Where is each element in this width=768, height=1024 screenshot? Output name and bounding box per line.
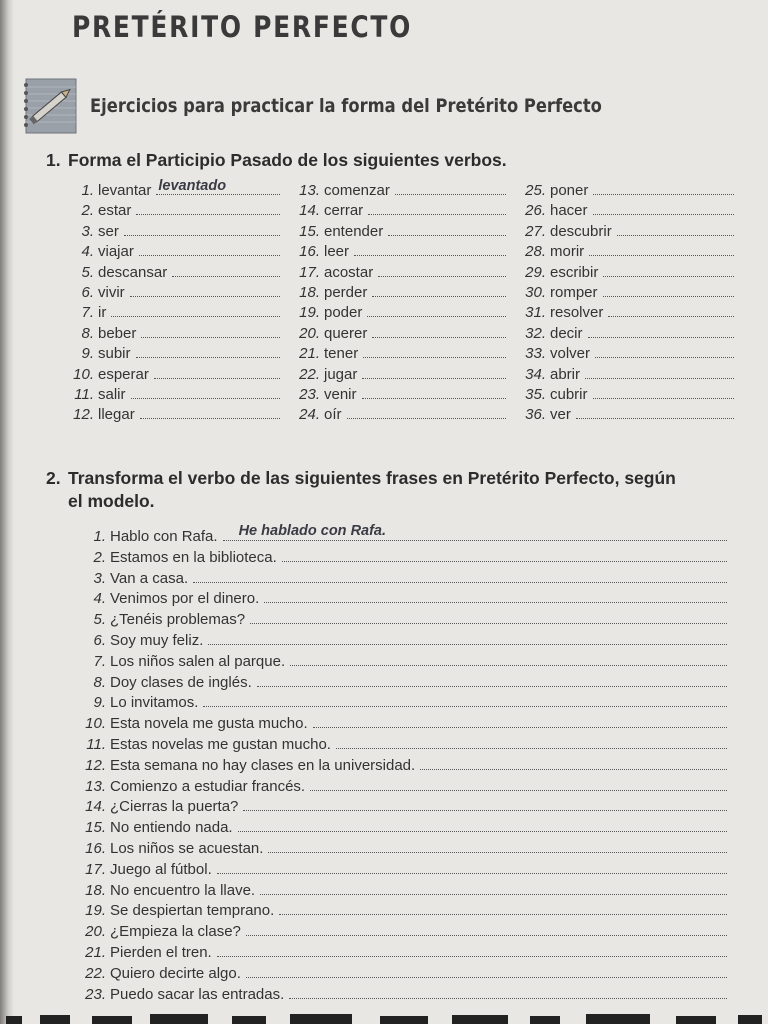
verb-infinitive: estar [98, 202, 132, 220]
verb-item [514, 405, 734, 425]
verb-number: 23. [299, 385, 320, 403]
verb-number: 2. [81, 202, 94, 220]
verb-number: 3. [81, 222, 94, 240]
answer-blank[interactable] [589, 255, 734, 256]
verb-item [288, 365, 506, 385]
sentence-number: 9. [93, 694, 106, 712]
sentence-item [60, 569, 727, 590]
verb-item [62, 303, 280, 323]
sentence-number: 4. [93, 590, 106, 608]
sentence-item [60, 881, 727, 902]
verb-infinitive: cerrar [324, 202, 364, 220]
sentence-text: ¿Cierras la puerta? [110, 798, 239, 816]
answer-blank[interactable] [141, 337, 280, 338]
verb-infinitive: poder [324, 304, 363, 322]
verb-infinitive: cubrir [550, 385, 588, 403]
verb-item [514, 283, 734, 303]
verb-item [62, 263, 280, 283]
sentence-text: Quiero decirte algo. [110, 964, 241, 982]
verb-number: 27. [525, 222, 546, 240]
answer-blank[interactable] [372, 296, 506, 297]
verb-item [62, 385, 280, 405]
verb-infinitive: subir [98, 345, 131, 363]
verb-number: 11. [74, 385, 94, 403]
answer-blank[interactable] [268, 852, 727, 853]
sentence-text: Se despiertan temprano. [110, 902, 275, 920]
verb-infinitive: descubrir [550, 222, 612, 240]
sentence-item [60, 797, 727, 818]
answer-blank[interactable] [208, 644, 727, 645]
answer-blank[interactable] [310, 790, 727, 791]
verb-infinitive: hacer [550, 202, 588, 220]
sentence-text: Estamos en la biblioteca. [110, 548, 277, 566]
answer-blank[interactable] [585, 378, 734, 379]
answer-blank[interactable] [595, 357, 734, 358]
verb-number: 35. [525, 385, 546, 403]
sentence-item [60, 631, 727, 652]
sentence-number: 10. [85, 715, 106, 733]
sentence-number: 13. [85, 777, 106, 795]
verb-number: 33. [525, 345, 546, 363]
answer-blank[interactable] [217, 956, 727, 957]
sentence-item [60, 901, 727, 922]
answer-blank[interactable] [593, 398, 734, 399]
verb-item [288, 344, 506, 364]
sentence-number: 11. [86, 735, 106, 753]
answer-blank[interactable] [420, 769, 727, 770]
answer-blank[interactable] [603, 276, 734, 277]
verb-item [514, 222, 734, 242]
verb-infinitive: abrir [550, 365, 581, 383]
verb-infinitive: salir [98, 385, 126, 403]
verb-number: 20. [299, 324, 320, 342]
verb-item [288, 324, 506, 344]
answer-blank[interactable] [593, 194, 734, 195]
answer-blank[interactable] [313, 727, 727, 728]
answer-blank[interactable] [246, 935, 727, 936]
answer-blank[interactable] [136, 214, 280, 215]
verb-column-1 [62, 177, 280, 426]
sentence-text: Hablo con Rafa. [110, 528, 218, 545]
sentence-number: 14. [85, 798, 106, 816]
sentence-text: Los niños salen al parque. [110, 652, 286, 670]
sentence-text: Esta semana no hay clases en la universidad. [110, 756, 416, 774]
answer-blank[interactable] [282, 561, 727, 562]
verb-number: 25. [525, 182, 546, 199]
sentence-text: No encuentro la llave. [110, 881, 256, 899]
answer-blank[interactable] [290, 665, 727, 666]
sentence-number: 12. [85, 756, 106, 774]
handwritten-answer: He hablado con Rafa. [238, 523, 387, 540]
verb-number: 34. [525, 365, 546, 383]
verb-number: 4. [81, 243, 94, 261]
answer-blank[interactable] [617, 235, 734, 236]
verb-item [62, 405, 280, 425]
sentence-item [60, 964, 727, 985]
verb-infinitive: querer [324, 324, 368, 342]
verb-infinitive: poner [550, 182, 589, 199]
verb-infinitive: morir [550, 243, 585, 261]
sentence-text: Puedo sacar las entradas. [110, 985, 285, 1003]
verb-infinitive: comenzar [324, 182, 390, 199]
sentence-number: 7. [93, 652, 106, 670]
verb-number: 26. [525, 202, 546, 220]
answer-blank[interactable] [246, 977, 727, 978]
sentence-item [60, 548, 727, 569]
sentence-item [60, 652, 727, 673]
verb-item [288, 405, 506, 425]
sentence-text: Van a casa. [110, 569, 189, 587]
verb-infinitive: leer [324, 243, 350, 261]
sentence-item [60, 818, 727, 839]
sentence-list [60, 523, 727, 1005]
verb-infinitive: acostar [324, 263, 374, 281]
verb-number: 15. [299, 222, 320, 240]
sentence-text: ¿Empieza la clase? [110, 923, 241, 941]
verb-item [62, 177, 280, 201]
answer-blank[interactable] [260, 894, 727, 895]
answer-blank[interactable] [130, 296, 280, 297]
answer-blank[interactable] [378, 276, 506, 277]
sentence-number: 23. [85, 985, 106, 1003]
verb-number: 30. [525, 283, 546, 301]
verb-infinitive: perder [324, 283, 368, 301]
exercise-2-instruction-line-1: Transforma el verbo de las siguientes frases en Pretérito Perfecto, según [68, 468, 676, 488]
sentence-item [60, 610, 727, 631]
sentence-number: 15. [85, 819, 106, 837]
sentence-text: No entiendo nada. [110, 819, 233, 837]
verb-infinitive: descansar [98, 263, 168, 281]
verb-item [62, 201, 280, 221]
answer-blank[interactable] [362, 378, 506, 379]
sentence-text: Esta novela me gusta mucho. [110, 715, 308, 733]
sentence-item [60, 922, 727, 943]
exercise-1-heading [46, 149, 746, 172]
exercise-1-number: 1. [46, 150, 61, 170]
answer-blank[interactable] [354, 255, 506, 256]
page-title: PRETÉRITO PERFECTO [72, 10, 413, 44]
answer-blank[interactable] [223, 523, 727, 541]
sentence-number: 19. [85, 902, 106, 920]
answer-blank[interactable] [588, 337, 734, 338]
verb-number: 21. [299, 345, 320, 363]
answer-blank[interactable] [372, 337, 506, 338]
verb-infinitive: ser [98, 222, 119, 240]
verb-item [514, 242, 734, 262]
sentence-text: Comienzo a estudiar francés. [110, 777, 306, 795]
verb-number: 9. [81, 345, 94, 363]
answer-blank[interactable] [203, 706, 727, 707]
sentence-text: Soy muy feliz. [110, 631, 204, 649]
verb-infinitive: beber [98, 324, 137, 342]
verb-infinitive: viajar [98, 243, 134, 261]
verb-item [62, 344, 280, 364]
verb-item [514, 201, 734, 221]
verb-number: 10. [73, 365, 94, 383]
answer-blank[interactable] [593, 214, 734, 215]
verb-number: 12. [73, 406, 94, 424]
sentence-text: Los niños se acuestan. [110, 839, 264, 857]
answer-blank[interactable] [395, 194, 506, 195]
verb-number: 5. [81, 263, 94, 281]
page-shadow [0, 0, 14, 1024]
cropped-next-line [0, 1010, 768, 1024]
sentence-number: 3. [93, 569, 106, 587]
verb-column-3 [514, 181, 734, 426]
sentence-text: ¿Tenéis problemas? [110, 611, 246, 629]
sentence-item [60, 839, 727, 860]
verb-number: 13. [299, 182, 320, 199]
sentence-text: Pierden el tren. [110, 943, 212, 961]
sentence-item [60, 943, 727, 964]
sentence-number: 17. [85, 860, 106, 878]
answer-blank[interactable] [193, 582, 727, 583]
answer-blank[interactable] [367, 316, 506, 317]
answer-blank[interactable] [154, 378, 280, 379]
sentence-number: 8. [93, 673, 106, 691]
verb-infinitive: esperar [98, 365, 149, 383]
sentence-text: Lo invitamos. [110, 694, 199, 712]
verb-item [514, 385, 734, 405]
verb-number: 31. [525, 304, 546, 322]
verb-number: 24. [299, 406, 320, 424]
verb-item [288, 303, 506, 323]
sentence-item [60, 860, 727, 881]
sentence-item [60, 735, 727, 756]
verb-number: 8. [81, 324, 94, 342]
answer-blank[interactable] [362, 398, 506, 399]
verb-item [62, 222, 280, 242]
verb-item [514, 324, 734, 344]
verb-item [62, 365, 280, 385]
answer-blank[interactable] [243, 810, 727, 811]
verb-infinitive: entender [324, 222, 384, 240]
sentence-number: 22. [85, 964, 106, 982]
verb-number: 36. [525, 406, 546, 424]
verb-infinitive: resolver [550, 304, 604, 322]
verb-item [288, 201, 506, 221]
answer-blank[interactable] [576, 418, 734, 419]
answer-blank[interactable] [124, 235, 280, 236]
answer-blank[interactable] [238, 831, 727, 832]
verb-infinitive: decir [550, 324, 583, 342]
verb-infinitive: venir [324, 385, 357, 403]
sentence-number: 5. [93, 611, 106, 629]
verb-number: 14. [299, 202, 320, 220]
verb-item [514, 263, 734, 283]
sentence-text: Doy clases de inglés. [110, 673, 252, 691]
verb-infinitive: vivir [98, 283, 125, 301]
answer-blank[interactable] [363, 357, 506, 358]
verb-infinitive: llegar [98, 406, 135, 424]
sentence-text: Estas novelas me gustan mucho. [110, 735, 331, 753]
verb-infinitive: ver [550, 406, 571, 424]
section-subtitle: Ejercicios para practicar la forma del Pretérito Perfecto [90, 95, 602, 117]
verb-number: 16. [299, 243, 320, 261]
verb-number: 1. [81, 182, 94, 199]
verb-number: 32. [525, 324, 546, 342]
sentence-number: 20. [85, 923, 106, 941]
sentence-item [60, 589, 727, 610]
answer-blank[interactable] [250, 623, 727, 624]
exercise-2-number: 2. [46, 468, 61, 488]
exercise-2-heading [46, 467, 736, 513]
verb-infinitive: levantar [98, 182, 152, 199]
answer-blank[interactable] [608, 316, 734, 317]
sentence-item [60, 756, 727, 777]
sentence-item [60, 523, 727, 548]
verb-item [288, 385, 506, 405]
verb-number: 29. [525, 263, 546, 281]
verb-number: 19. [299, 304, 320, 322]
verb-item [62, 242, 280, 262]
sentence-number: 1. [93, 528, 106, 545]
sentence-item [60, 673, 727, 694]
exercise-1-instruction: Forma el Participio Pasado de los siguientes verbos. [68, 150, 507, 170]
verb-column-2 [288, 181, 506, 426]
verb-item [514, 365, 734, 385]
sentence-text: Juego al fútbol. [110, 860, 212, 878]
verb-number: 18. [299, 283, 320, 301]
answer-blank[interactable] [140, 418, 280, 419]
verb-infinitive: volver [550, 345, 591, 363]
verb-infinitive: ir [98, 304, 107, 322]
verb-item [288, 242, 506, 262]
answer-blank[interactable] [217, 873, 727, 874]
answer-blank[interactable] [289, 998, 727, 999]
exercise-2-instruction-line-2: el modelo. [68, 491, 155, 511]
verb-item [288, 181, 506, 201]
verb-number: 28. [525, 243, 546, 261]
answer-blank[interactable] [279, 914, 727, 915]
sentence-number: 18. [85, 881, 106, 899]
verb-item [288, 283, 506, 303]
answer-blank[interactable] [336, 748, 727, 749]
verb-item [514, 344, 734, 364]
answer-blank[interactable] [264, 602, 727, 603]
answer-blank[interactable] [139, 255, 280, 256]
verb-item [62, 324, 280, 344]
sentence-item [60, 693, 727, 714]
answer-blank[interactable] [172, 276, 280, 277]
verb-item [288, 222, 506, 242]
verb-item [514, 303, 734, 323]
sentence-item [60, 777, 727, 798]
verb-infinitive: romper [550, 283, 598, 301]
sentence-item [60, 714, 727, 735]
sentence-item [60, 985, 727, 1006]
answer-blank[interactable] [257, 686, 727, 687]
answer-blank[interactable] [136, 357, 280, 358]
verb-item [514, 181, 734, 201]
verb-item [62, 283, 280, 303]
verb-infinitive: tener [324, 345, 359, 363]
answer-blank[interactable] [156, 177, 280, 195]
answer-blank[interactable] [368, 214, 506, 215]
answer-blank[interactable] [388, 235, 506, 236]
sentence-number: 21. [85, 943, 106, 961]
verb-number: 17. [299, 263, 320, 281]
sentence-text: Venimos por el dinero. [110, 590, 260, 608]
sentence-number: 2. [93, 548, 106, 566]
answer-blank[interactable] [111, 316, 280, 317]
sentence-number: 16. [85, 839, 106, 857]
answer-blank[interactable] [603, 296, 734, 297]
verb-number: 7. [81, 304, 94, 322]
verb-infinitive: jugar [324, 365, 358, 383]
answer-blank[interactable] [131, 398, 280, 399]
verb-infinitive: oír [324, 406, 342, 424]
verb-number: 6. [81, 283, 94, 301]
pencil-notebook-icon [20, 75, 82, 137]
verb-item [288, 263, 506, 283]
verb-infinitive: escribir [550, 263, 599, 281]
sentence-number: 6. [93, 631, 106, 649]
verb-number: 22. [299, 365, 320, 383]
answer-blank[interactable] [347, 418, 506, 419]
handwritten-answer: levantado [158, 177, 227, 194]
